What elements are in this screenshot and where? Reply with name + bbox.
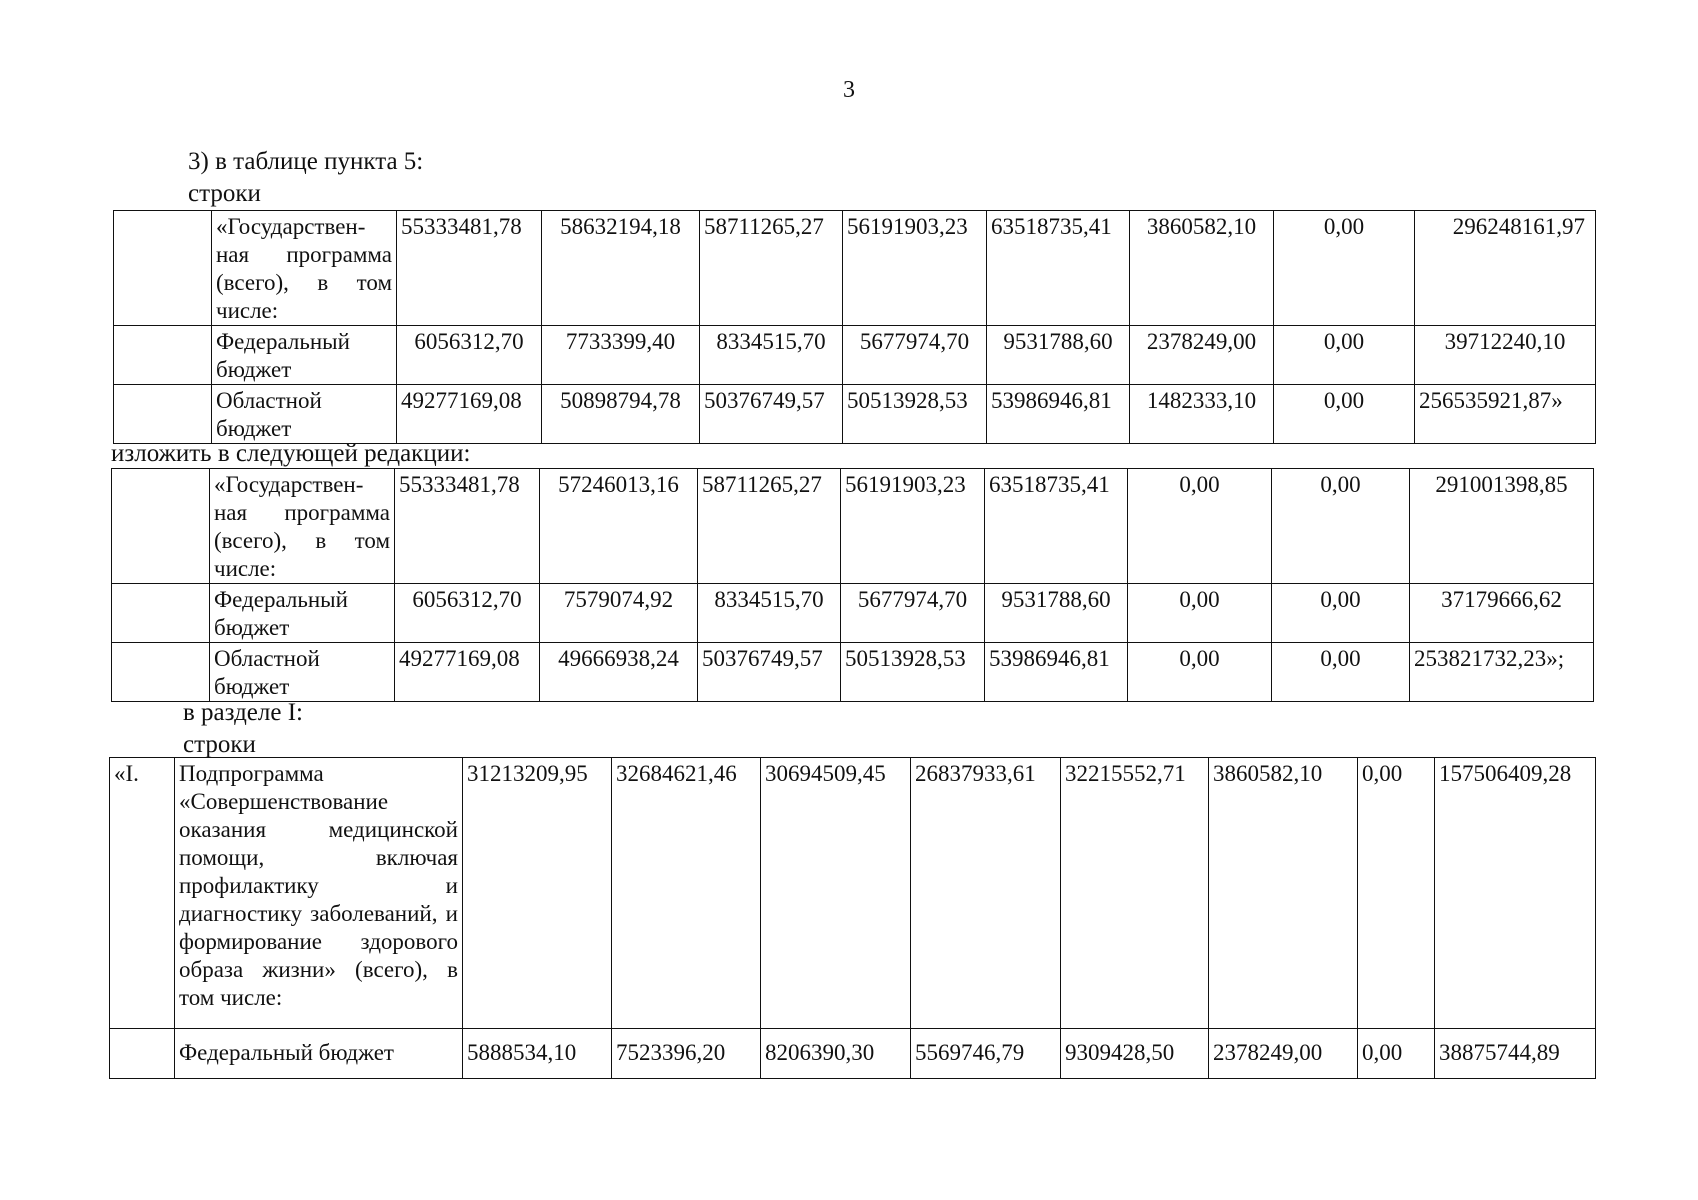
- value-cell: 9531788,60: [985, 584, 1128, 643]
- row-number-cell: [114, 385, 212, 444]
- row-name-cell: Федеральный бюджет: [210, 584, 395, 643]
- value-cell: 38875744,89: [1435, 1029, 1596, 1079]
- value-cell: 256535921,87»: [1415, 385, 1596, 444]
- value-cell: 0,00: [1272, 469, 1410, 584]
- value-cell: 50898794,78: [542, 385, 700, 444]
- value-cell: 0,00: [1272, 643, 1410, 702]
- value-cell: 55333481,78: [397, 211, 542, 326]
- value-cell: 3860582,10: [1130, 211, 1274, 326]
- new-rows-table: [111, 468, 1594, 702]
- value-cell: 2378249,00: [1209, 1029, 1358, 1079]
- value-cell: 7579074,92: [540, 584, 698, 643]
- value-cell: 63518735,41: [985, 469, 1128, 584]
- intro-text: 3) в таблице пункта 5:: [188, 148, 424, 175]
- value-cell: 0,00: [1128, 469, 1272, 584]
- value-cell: 58711265,27: [698, 469, 841, 584]
- section-rows-table: [109, 757, 1596, 1079]
- row-number-cell: [112, 584, 210, 643]
- value-cell: 37179666,62: [1410, 584, 1594, 643]
- value-cell: 63518735,41: [987, 211, 1130, 326]
- old-rows-table: [113, 210, 1596, 444]
- table-row: [114, 385, 1596, 444]
- replace-label: изложить в следующей редакции:: [111, 440, 471, 467]
- value-cell: 50376749,57: [698, 643, 841, 702]
- value-cell: 157506409,28: [1435, 758, 1596, 1029]
- value-cell: 49277169,08: [397, 385, 542, 444]
- value-cell: 50513928,53: [841, 643, 985, 702]
- value-cell: 0,00: [1358, 758, 1435, 1029]
- value-cell: 53986946,81: [987, 385, 1130, 444]
- value-cell: 0,00: [1128, 584, 1272, 643]
- row-name-cell: Федеральный бюджет: [212, 326, 397, 385]
- value-cell: 39712240,10: [1415, 326, 1596, 385]
- value-cell: 9309428,50: [1061, 1029, 1209, 1079]
- value-cell: 0,00: [1128, 643, 1272, 702]
- value-cell: 2378249,00: [1130, 326, 1274, 385]
- value-cell: 5569746,79: [911, 1029, 1061, 1079]
- page-number: 3: [843, 77, 855, 103]
- value-cell: 26837933,61: [911, 758, 1061, 1029]
- value-cell: 8334515,70: [700, 326, 843, 385]
- table-row: [110, 1029, 1596, 1079]
- value-cell: 53986946,81: [985, 643, 1128, 702]
- value-cell: 0,00: [1274, 326, 1415, 385]
- value-cell: 9531788,60: [987, 326, 1130, 385]
- row-number-cell: [112, 643, 210, 702]
- value-cell: 8334515,70: [698, 584, 841, 643]
- value-cell: 55333481,78: [395, 469, 540, 584]
- rows-label: строки: [183, 731, 256, 758]
- value-cell: 56191903,23: [843, 211, 987, 326]
- value-cell: 296248161,97: [1415, 211, 1596, 326]
- value-cell: 30694509,45: [761, 758, 911, 1029]
- value-cell: 31213209,95: [463, 758, 612, 1029]
- value-cell: 49666938,24: [540, 643, 698, 702]
- row-number-cell: [112, 469, 210, 584]
- value-cell: 5677974,70: [843, 326, 987, 385]
- row-name-cell: Областной бюджет: [210, 643, 395, 702]
- value-cell: 1482333,10: [1130, 385, 1274, 444]
- value-cell: 58632194,18: [542, 211, 700, 326]
- row-number-cell: «I.: [110, 758, 175, 1029]
- value-cell: 291001398,85: [1410, 469, 1594, 584]
- table-row: [110, 758, 1596, 1029]
- row-number-cell: [114, 326, 212, 385]
- value-cell: 253821732,23»;: [1410, 643, 1594, 702]
- rows-label: строки: [188, 180, 261, 207]
- row-name-cell: Областной бюджет: [212, 385, 397, 444]
- value-cell: 8206390,30: [761, 1029, 911, 1079]
- section-label: в разделе I:: [183, 699, 303, 726]
- row-number-cell: [110, 1029, 175, 1079]
- value-cell: 0,00: [1274, 385, 1415, 444]
- table-row: [114, 211, 1596, 326]
- value-cell: 5677974,70: [841, 584, 985, 643]
- value-cell: 3860582,10: [1209, 758, 1358, 1029]
- table-row: [114, 326, 1596, 385]
- value-cell: 0,00: [1358, 1029, 1435, 1079]
- value-cell: 7733399,40: [542, 326, 700, 385]
- row-name-cell: «Государствен-ная программа (всего), в том числе:: [212, 211, 397, 326]
- value-cell: 50513928,53: [843, 385, 987, 444]
- row-name-cell: Федеральный бюджет: [175, 1029, 463, 1079]
- value-cell: 32684621,46: [612, 758, 761, 1029]
- value-cell: 49277169,08: [395, 643, 540, 702]
- value-cell: 0,00: [1274, 211, 1415, 326]
- value-cell: 57246013,16: [540, 469, 698, 584]
- value-cell: 32215552,71: [1061, 758, 1209, 1029]
- value-cell: 56191903,23: [841, 469, 985, 584]
- value-cell: 50376749,57: [700, 385, 843, 444]
- value-cell: 6056312,70: [397, 326, 542, 385]
- row-name-cell: «Государствен-ная программа (всего), в том числе:: [210, 469, 395, 584]
- table-row: [112, 643, 1594, 702]
- value-cell: 6056312,70: [395, 584, 540, 643]
- row-name-cell: Подпрограмма «Совершенствование оказания медицинской помощи, включая профилактику и диагностику заболеваний, и формирование здорового образа жизни» (всего), в том числе:: [175, 758, 463, 1029]
- value-cell: 58711265,27: [700, 211, 843, 326]
- table-row: [112, 584, 1594, 643]
- value-cell: 7523396,20: [612, 1029, 761, 1079]
- row-number-cell: [114, 211, 212, 326]
- value-cell: 0,00: [1272, 584, 1410, 643]
- table-row: [112, 469, 1594, 584]
- value-cell: 5888534,10: [463, 1029, 612, 1079]
